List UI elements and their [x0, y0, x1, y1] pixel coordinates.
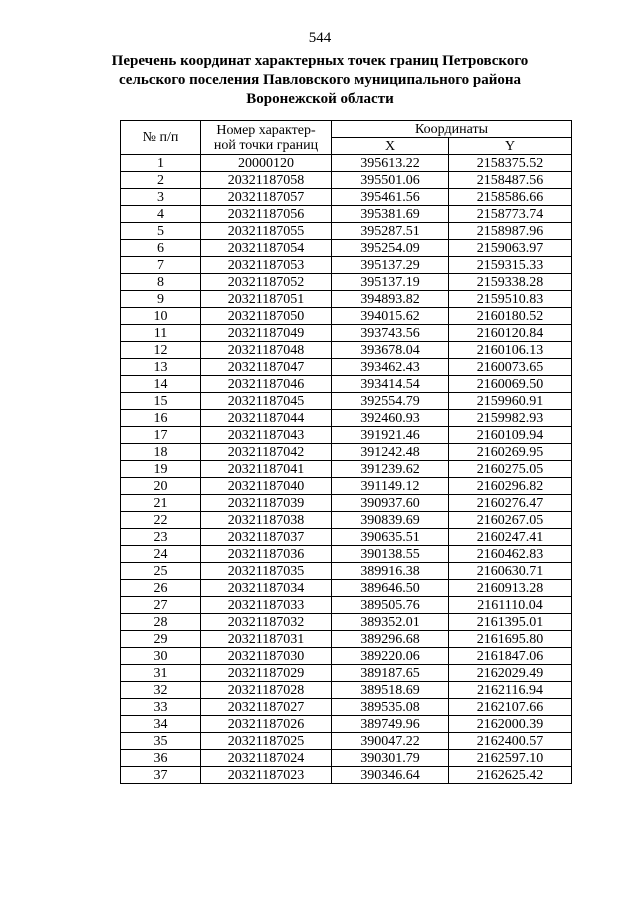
cell-number: 33: [121, 699, 201, 716]
cell-number: 27: [121, 597, 201, 614]
cell-x: 393743.56: [332, 325, 449, 342]
cell-y: 2160267.05: [449, 512, 572, 529]
cell-x: 389220.06: [332, 648, 449, 665]
cell-y: 2162116.94: [449, 682, 572, 699]
coordinates-table: [120, 120, 572, 784]
cell-y: 2159063.97: [449, 240, 572, 257]
cell-point-number: 20321187053: [201, 257, 332, 274]
cell-point-number: 20321187049: [201, 325, 332, 342]
cell-y: 2159982.93: [449, 410, 572, 427]
cell-x: 389535.08: [332, 699, 449, 716]
cell-point-number: 20321187029: [201, 665, 332, 682]
header-coordinates: Координаты: [332, 121, 572, 138]
cell-point-number: 20321187048: [201, 342, 332, 359]
cell-x: 389352.01: [332, 614, 449, 631]
cell-point-number: 20321187033: [201, 597, 332, 614]
cell-x: 395254.09: [332, 240, 449, 257]
cell-number: 13: [121, 359, 201, 376]
cell-number: 17: [121, 427, 201, 444]
table-row: [121, 155, 572, 172]
title-line-2: сельского поселения Павловского муниципального района: [118, 72, 522, 88]
cell-y: 2158987.96: [449, 223, 572, 240]
table-row: [121, 767, 572, 784]
cell-y: 2159338.28: [449, 274, 572, 291]
cell-point-number: 20321187031: [201, 631, 332, 648]
cell-point-number: 20321187041: [201, 461, 332, 478]
cell-x: 390301.79: [332, 750, 449, 767]
table-row: [121, 359, 572, 376]
cell-x: 390138.55: [332, 546, 449, 563]
cell-number: 11: [121, 325, 201, 342]
table-row: [121, 682, 572, 699]
cell-point-number: 20321187023: [201, 767, 332, 784]
cell-point-number: 20000120: [201, 155, 332, 172]
cell-y: 2162000.39: [449, 716, 572, 733]
table-row: [121, 274, 572, 291]
cell-x: 395137.29: [332, 257, 449, 274]
table-row: [121, 580, 572, 597]
cell-number: 24: [121, 546, 201, 563]
cell-number: 10: [121, 308, 201, 325]
table-row: [121, 648, 572, 665]
cell-y: 2162029.49: [449, 665, 572, 682]
cell-number: 29: [121, 631, 201, 648]
cell-x: 393462.43: [332, 359, 449, 376]
header-point-number: [201, 121, 332, 155]
cell-y: 2158586.66: [449, 189, 572, 206]
table-row: [121, 427, 572, 444]
table-row: [121, 512, 572, 529]
cell-number: 32: [121, 682, 201, 699]
cell-number: 22: [121, 512, 201, 529]
cell-x: 393414.54: [332, 376, 449, 393]
cell-number: 6: [121, 240, 201, 257]
cell-point-number: 20321187042: [201, 444, 332, 461]
header-y: Y: [449, 138, 572, 155]
cell-y: 2158773.74: [449, 206, 572, 223]
cell-point-number: 20321187044: [201, 410, 332, 427]
cell-y: 2161695.80: [449, 631, 572, 648]
cell-x: 395137.19: [332, 274, 449, 291]
table-row: [121, 495, 572, 512]
cell-y: 2162107.66: [449, 699, 572, 716]
cell-number: 31: [121, 665, 201, 682]
table-row: [121, 614, 572, 631]
cell-point-number: 20321187037: [201, 529, 332, 546]
cell-point-number: 20321187038: [201, 512, 332, 529]
cell-number: 23: [121, 529, 201, 546]
cell-y: 2159960.91: [449, 393, 572, 410]
cell-x: 395287.51: [332, 223, 449, 240]
cell-y: 2162400.57: [449, 733, 572, 750]
cell-x: 390937.60: [332, 495, 449, 512]
cell-y: 2162597.10: [449, 750, 572, 767]
cell-y: 2160247.41: [449, 529, 572, 546]
cell-point-number: 20321187057: [201, 189, 332, 206]
cell-y: 2158487.56: [449, 172, 572, 189]
cell-x: 395381.69: [332, 206, 449, 223]
cell-number: 26: [121, 580, 201, 597]
document-title: [90, 52, 550, 109]
cell-number: 5: [121, 223, 201, 240]
cell-y: 2162625.42: [449, 767, 572, 784]
table-row: [121, 240, 572, 257]
cell-x: 389749.96: [332, 716, 449, 733]
cell-x: 391242.48: [332, 444, 449, 461]
cell-y: 2160275.05: [449, 461, 572, 478]
table-row: [121, 223, 572, 240]
cell-x: 389505.76: [332, 597, 449, 614]
cell-number: 30: [121, 648, 201, 665]
cell-point-number: 20321187039: [201, 495, 332, 512]
page-number: 544: [308, 30, 332, 46]
cell-number: 35: [121, 733, 201, 750]
cell-point-number: 20321187055: [201, 223, 332, 240]
table-row: [121, 291, 572, 308]
cell-y: 2160120.84: [449, 325, 572, 342]
cell-x: 395613.22: [332, 155, 449, 172]
cell-point-number: 20321187030: [201, 648, 332, 665]
cell-y: 2161395.01: [449, 614, 572, 631]
cell-point-number: 20321187052: [201, 274, 332, 291]
table-row: [121, 393, 572, 410]
table-row: [121, 733, 572, 750]
cell-point-number: 20321187025: [201, 733, 332, 750]
cell-y: 2160276.47: [449, 495, 572, 512]
table-row: [121, 342, 572, 359]
cell-number: 34: [121, 716, 201, 733]
table-row: [121, 529, 572, 546]
cell-number: 4: [121, 206, 201, 223]
table-row: [121, 257, 572, 274]
cell-y: 2161110.04: [449, 597, 572, 614]
cell-y: 2160296.82: [449, 478, 572, 495]
title-line-3: Воронежской области: [246, 91, 394, 107]
cell-point-number: 20321187034: [201, 580, 332, 597]
cell-y: 2160073.65: [449, 359, 572, 376]
cell-x: 389296.68: [332, 631, 449, 648]
cell-x: 391149.12: [332, 478, 449, 495]
cell-y: 2160269.95: [449, 444, 572, 461]
table-row: [121, 308, 572, 325]
table-body: [121, 155, 572, 784]
cell-x: 392554.79: [332, 393, 449, 410]
cell-number: 20: [121, 478, 201, 495]
cell-x: 390346.64: [332, 767, 449, 784]
cell-number: 15: [121, 393, 201, 410]
table-row: [121, 189, 572, 206]
table-row: [121, 325, 572, 342]
cell-number: 36: [121, 750, 201, 767]
header-x: X: [332, 138, 449, 155]
cell-number: 21: [121, 495, 201, 512]
cell-number: 18: [121, 444, 201, 461]
cell-point-number: 20321187054: [201, 240, 332, 257]
cell-y: 2158375.52: [449, 155, 572, 172]
cell-x: 394893.82: [332, 291, 449, 308]
table-row: [121, 478, 572, 495]
cell-point-number: 20321187045: [201, 393, 332, 410]
cell-x: 389916.38: [332, 563, 449, 580]
table-row: [121, 699, 572, 716]
cell-number: 2: [121, 172, 201, 189]
cell-x: 389518.69: [332, 682, 449, 699]
table-row: [121, 597, 572, 614]
cell-point-number: 20321187028: [201, 682, 332, 699]
cell-y: 2160462.83: [449, 546, 572, 563]
cell-y: 2161847.06: [449, 648, 572, 665]
table-row: [121, 461, 572, 478]
cell-x: 390635.51: [332, 529, 449, 546]
cell-number: 9: [121, 291, 201, 308]
cell-y: 2160109.94: [449, 427, 572, 444]
header-number: № п/п: [121, 121, 201, 155]
cell-number: 12: [121, 342, 201, 359]
cell-point-number: 20321187036: [201, 546, 332, 563]
table-row: [121, 631, 572, 648]
cell-number: 19: [121, 461, 201, 478]
cell-point-number: 20321187043: [201, 427, 332, 444]
cell-point-number: 20321187058: [201, 172, 332, 189]
cell-y: 2159315.33: [449, 257, 572, 274]
cell-number: 37: [121, 767, 201, 784]
table-row: [121, 665, 572, 682]
cell-number: 3: [121, 189, 201, 206]
header-point-line-1: Номер характер-: [216, 122, 316, 138]
cell-x: 393678.04: [332, 342, 449, 359]
cell-y: 2160106.13: [449, 342, 572, 359]
cell-point-number: 20321187032: [201, 614, 332, 631]
cell-number: 28: [121, 614, 201, 631]
header-point-line-2: ной точки границ: [213, 137, 319, 153]
table-row: [121, 546, 572, 563]
cell-y: 2160180.52: [449, 308, 572, 325]
cell-y: 2159510.83: [449, 291, 572, 308]
cell-point-number: 20321187046: [201, 376, 332, 393]
cell-point-number: 20321187040: [201, 478, 332, 495]
table-row: [121, 206, 572, 223]
cell-y: 2160630.71: [449, 563, 572, 580]
table-header: [121, 121, 572, 155]
cell-x: 389646.50: [332, 580, 449, 597]
cell-x: 391239.62: [332, 461, 449, 478]
table-row: [121, 563, 572, 580]
table-row: [121, 444, 572, 461]
cell-point-number: 20321187047: [201, 359, 332, 376]
cell-x: 395461.56: [332, 189, 449, 206]
cell-point-number: 20321187050: [201, 308, 332, 325]
cell-y: 2160913.28: [449, 580, 572, 597]
title-line-1: Перечень координат характерных точек границ Петровского: [111, 53, 529, 69]
cell-x: 390839.69: [332, 512, 449, 529]
cell-point-number: 20321187051: [201, 291, 332, 308]
cell-number: 7: [121, 257, 201, 274]
cell-point-number: 20321187024: [201, 750, 332, 767]
cell-point-number: 20321187026: [201, 716, 332, 733]
table-row: [121, 750, 572, 767]
cell-number: 16: [121, 410, 201, 427]
cell-point-number: 20321187056: [201, 206, 332, 223]
cell-x: 395501.06: [332, 172, 449, 189]
cell-y: 2160069.50: [449, 376, 572, 393]
table-row: [121, 410, 572, 427]
table-row: [121, 376, 572, 393]
table-row: [121, 172, 572, 189]
cell-number: 1: [121, 155, 201, 172]
cell-point-number: 20321187035: [201, 563, 332, 580]
table-row: [121, 716, 572, 733]
cell-number: 8: [121, 274, 201, 291]
cell-number: 25: [121, 563, 201, 580]
cell-x: 390047.22: [332, 733, 449, 750]
cell-number: 14: [121, 376, 201, 393]
cell-x: 394015.62: [332, 308, 449, 325]
cell-x: 392460.93: [332, 410, 449, 427]
cell-point-number: 20321187027: [201, 699, 332, 716]
cell-x: 389187.65: [332, 665, 449, 682]
cell-x: 391921.46: [332, 427, 449, 444]
